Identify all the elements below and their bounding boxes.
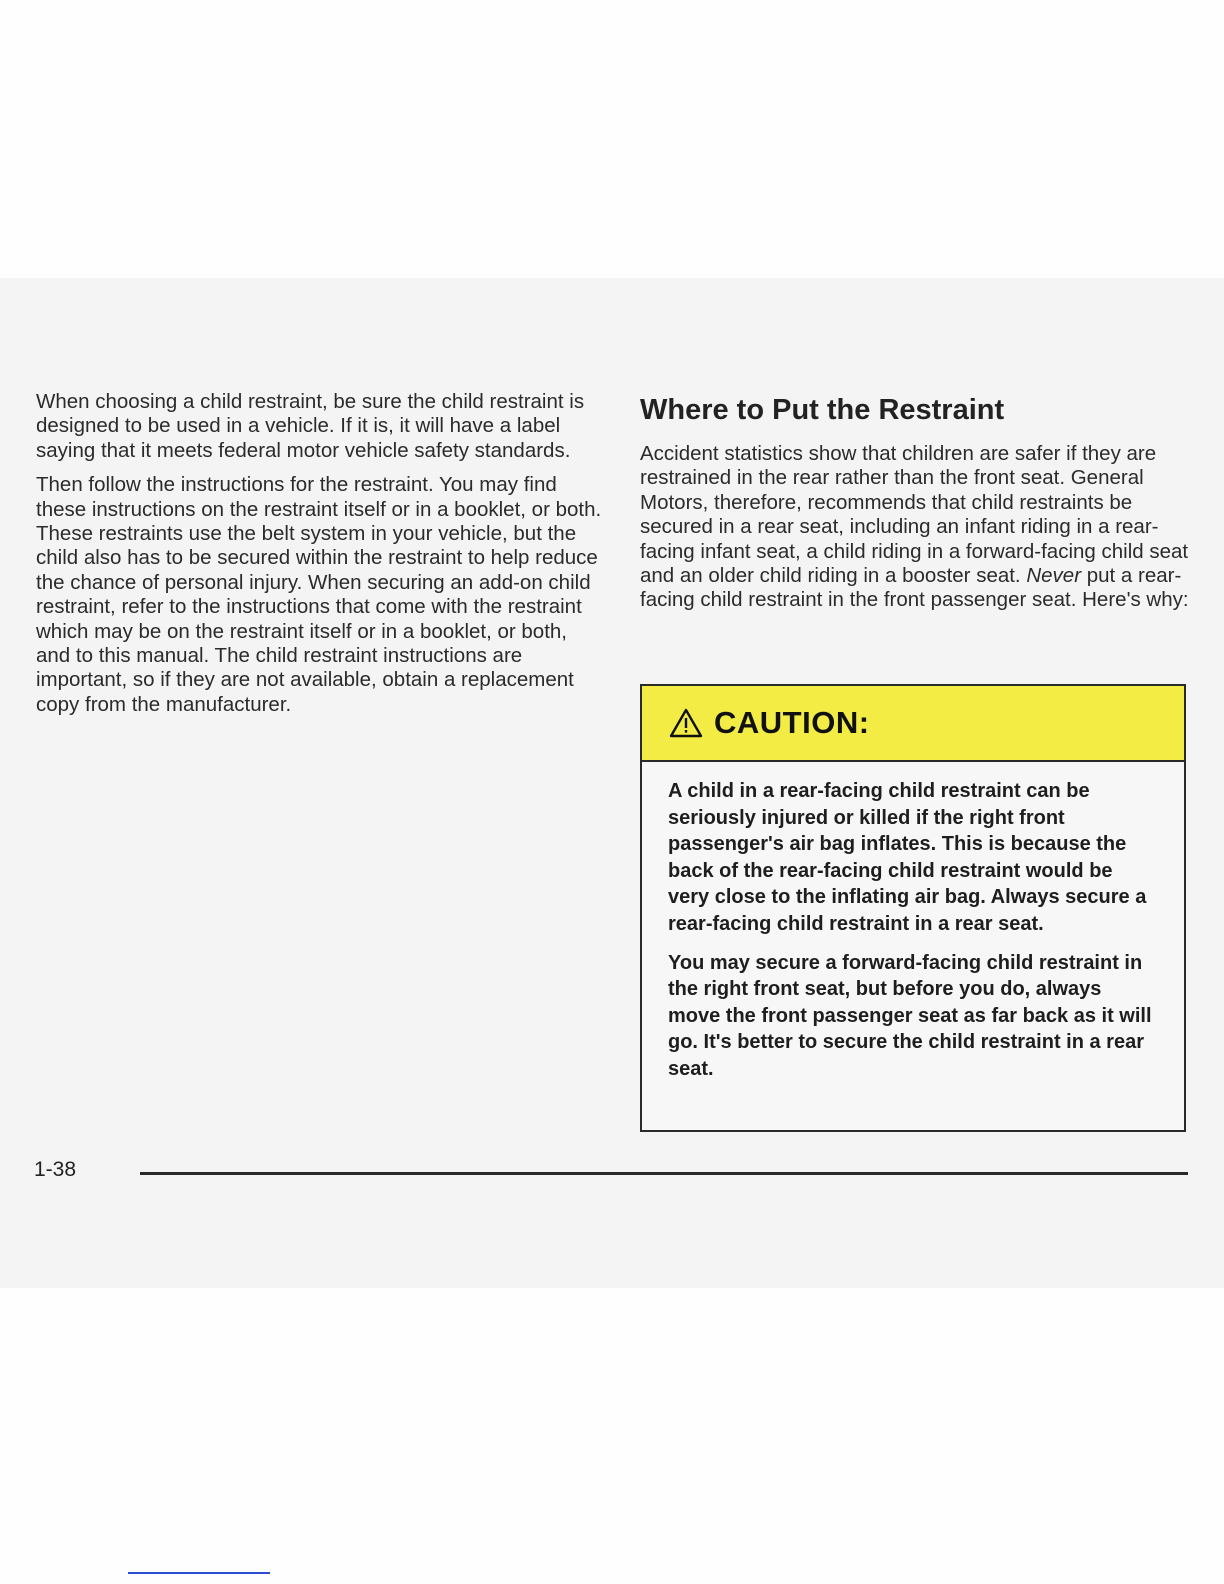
section-title: Where to Put the Restraint [640, 394, 1005, 426]
intro-emphasis: Never [1026, 564, 1082, 588]
footer-divider [140, 1172, 1188, 1175]
page-number: 1-38 [34, 1158, 77, 1181]
caution-paragraph-2: You may secure a forward-facing child restraint in the right front seat, but before you do, always move the front passenger seat as far back as it will go. It's better to secure the child restraint in a rear seat. [668, 951, 1152, 1080]
left-paragraph-2: Then follow the instructions for the restraint. You may find these instructions on the restraint itself or in a booklet, or both. These restraints use the belt system in your vehicle, but the child also has to be secured within the restraint to help reduce the chance of personal injury. When securing an add-on child restraint, refer to the instructions that come with the restraint which may be on the restraint itself or in a booklet, or both, and to this manual. The child restraint instructions are important, so if they are not available, obtain a replacement copy from the manufacturer. [36, 473, 602, 716]
intro-text-end: put a rear-facing child restraint in the front passenger seat. Here's why: [640, 564, 1189, 612]
link-underline [128, 1572, 270, 1574]
caution-label: CAUTION: [714, 705, 870, 740]
intro-text-start: Accident statistics show that children are safer if they are restrained in the rear rather than the front seat. General Motors, therefore, recommends that child restraints be secured in a rear seat, including an infant riding in a rear-facing infant seat, a child riding in a forward-facing child seat and an older child riding in a booster seat. [640, 442, 1189, 588]
caution-paragraph-1: A child in a rear-facing child restraint can be seriously injured or killed if the right front passenger's air bag inflates. This is because the back of the rear-facing child restraint would be very close to the inflating air bag. Always secure a rear-facing child restraint in a rear seat. [668, 780, 1147, 935]
right-column [640, 392, 1190, 613]
left-column [36, 390, 606, 727]
warning-triangle-icon [668, 707, 704, 739]
caution-body [642, 762, 1184, 1083]
caution-header [642, 686, 1184, 762]
intro-paragraph [640, 442, 1190, 613]
caution-box [640, 684, 1186, 1132]
left-paragraph-1: When choosing a child restraint, be sure the child restraint is designed to be used in a vehicle. If it is, it will have a label saying that it meets federal motor vehicle safety standards. [36, 390, 585, 462]
